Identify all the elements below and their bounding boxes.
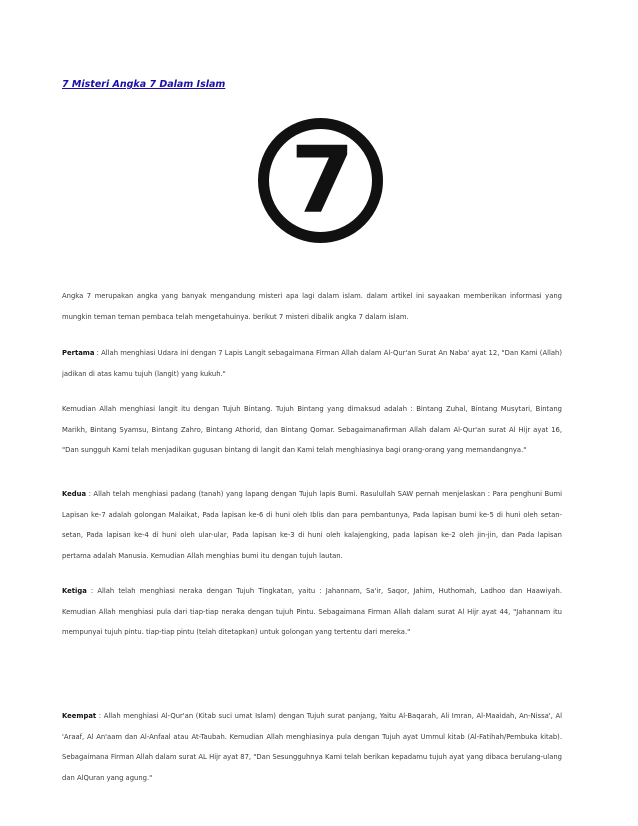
paragraph-text: : Allah telah menghiasi padang (tanah) yang lapang dengan Tujuh lapis Bumi. Rasulullah SAW pernah menjelaskan : Para penghuni Bumi Lapisan ke-7 adalah golongan Malaikat, Pada lapisan ke-6 di huni oleh Iblis dan para pembantunya, Pada lapisan bumi ke-5 di huni oleh setan-setan, Pada lapisan ke-4 di huni oleh ular-ular, Pada lapisan ke-3 di huni oleh kalajengking, pada lapisan ke-2 oleh jin-jin, dan Pada lapisan pertama adalah Manusia. Kemudian Allah menghias bumi itu dengan tujuh lautan. [62,490,562,560]
paragraph-text: : Allah telah menghiasi neraka dengan Tujuh Tingkatan, yaitu : Jahannam, Sa'ir, Saqor, Jahim, Huthomah, Ladhoo dan Haawiyah. Kemudian Allah menghiasi pula dari tiap-tiap neraka dengan tujuh Pintu. Sebagaimana Firman Allah dalam surat Al Hijr ayat 44, "Jahannam itu mempunyai tujuh pintu. tiap-tiap pintu (telah ditetapkan) untuk golongan yang tertentu dari mereka." [62,587,562,636]
paragraph-lead: Ketiga [62,587,87,595]
intro-paragraph [62,286,562,327]
paragraph-lead: Keempat [62,712,97,720]
paragraph-text: Angka 7 merupakan angka yang banyak mengandung misteri apa lagi dalam islam. dalam artikel ini sayaakan memberikan informasi yang mungkin teman teman pembaca telah mengetahuinya. berikut 7 misteri dibalik angka 7 dalam islam. [62,292,562,321]
number-seven-circle-icon [258,118,383,243]
paragraph-lead: Kedua [62,490,87,498]
paragraph-text: Kemudian Allah menghiasi langit itu dengan Tujuh Bintang. Tujuh Bintang yang dimaksud adalah : Bintang Zuhal, Bintang Musytari, Bintang Marikh, Bintang Syamsu, Bintang Zahro, Bintang Athorid, dan Bintang Qomar. Sebagaimanafirman Allah dalam Al-Qur'an surat Al Hijr ayat 16, "Dan sungguh Kami telah menjadikan gugusan bintang di langit dan Kami telah menghiasinya bagi orang-orang yang memandangnya." [62,405,562,454]
paragraph-bintang [62,399,562,461]
paragraph-pertama [62,343,562,384]
document-title[interactable]: 7 Misteri Angka 7 Dalam Islam [62,79,226,90]
paragraph-ketiga [62,581,562,643]
paragraph-text: : Allah menghiasi Al-Qur'an (Kitab suci umat Islam) dengan Tujuh surat panjang, Yaitu Al-Baqarah, Ali Imran, Al-Maaidah, An-Nissa', Al 'Araaf, Al An'aam dan Al-Anfaal atau At-Taubah. Kemudian Allah menghiasinya pula dengan Tujuh ayat Ummul kitab (Al-Fatihah/Pembuka kitab). Sebagaimana Firman Allah dalam surat AL Hijr ayat 87, "Dan Sesungguhnya Kami telah berikan kepadamu tujuh ayat yang dibaca berulang-ulang dan AlQuran yang agung." [62,712,562,782]
paragraph-keempat [62,706,562,788]
logo-digit: 7 [290,126,355,234]
paragraph-text: : Allah menghiasi Udara ini dengan 7 Lapis Langit sebagaimana Firman Allah dalam Al-Qur'an Surat An Naba' ayat 12, "Dan Kami (Allah) jadikan di atas kamu tujuh (langit) yang kukuh." [62,349,562,378]
paragraph-kedua [62,484,562,566]
paragraph-lead: Pertama [62,349,95,357]
